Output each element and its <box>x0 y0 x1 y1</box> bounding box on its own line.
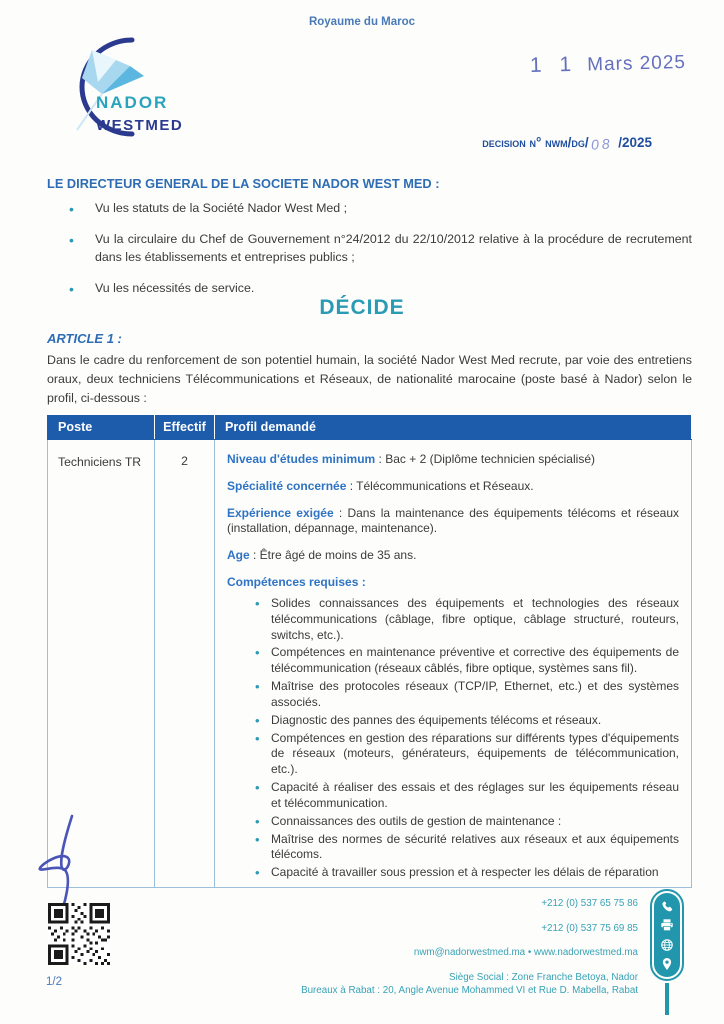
competences-label: Compétences requises : <box>227 575 366 590</box>
cell-profil <box>215 440 692 888</box>
field-age: Age : Être âgé de moins de 35 ans. <box>227 548 417 563</box>
preamble-item: • Vu les statuts de la Société Nador West Med ; <box>47 200 692 218</box>
header-profil: Profil demandé <box>215 416 692 440</box>
competence-item: • Maîtrise des normes de sécurité relatives aux réseaux et aux équipements télécoms. <box>227 832 679 864</box>
globe-icon <box>660 938 674 952</box>
email-website: nwm@nadorwestmed.ma • www.nadorwestmed.ma <box>413 947 638 959</box>
company-logo <box>44 36 244 138</box>
header-effectif: Effectif <box>155 416 215 440</box>
competence-item: • Capacité à travailler sous pression et à respecter les délais de réparation <box>227 865 679 881</box>
preamble-item: • Vu la circulaire du Chef de Gouvernement n°24/2012 du 22/10/2012 relative à la procédure de recrutement dans les établissements et entreprises publics ; <box>47 231 692 267</box>
competence-item: • Capacité à réaliser des essais et des réglages sur les équipements réseau et télécommunication. <box>227 780 679 812</box>
location-pin-icon <box>660 957 674 971</box>
field-experience: Expérience exigée : Dans la maintenance des équipements télécoms et réseaux (installation, dépannage, maintenance). <box>227 505 679 536</box>
article1-title: ARTICLE 1 : <box>47 331 122 346</box>
page-number: 1/2 <box>46 976 62 988</box>
preamble-list <box>47 200 692 311</box>
competence-item: • Diagnostic des pannes des équipements télécoms et réseaux. <box>227 713 679 729</box>
address-line-2: Bureaux à Rabat : 20, Angle Avenue Mohammed VI et Rue D. Mabella, Rabat <box>301 984 638 996</box>
decision-handwritten-number: 08 <box>590 135 613 153</box>
competence-item: • Maîtrise des protocoles réseaux (TCP/IP, Ethernet, etc.) et des systèmes associés. <box>227 679 679 711</box>
preamble-title: LE DIRECTEUR GENERAL DE LA SOCIETE NADOR WEST MED : <box>47 176 440 191</box>
decision-suffix: /2025 <box>618 135 652 150</box>
cell-effectif: 2 <box>155 440 215 888</box>
decision-prefix: decision n° nwm/dg/ <box>482 135 589 150</box>
phone-number-2: +212 (0) 537 75 69 85 <box>541 922 638 934</box>
competence-item: • Solides connaissances des équipements et technologies des réseaux télécommunications (câblage, fibre optique, câblage structuré, routeurs, switchs, etc.). <box>227 596 679 643</box>
logo-text-nador: nador <box>96 87 169 114</box>
decide-heading: DÉCIDE <box>319 296 405 319</box>
table-header-row <box>48 416 692 440</box>
footer-contact-block <box>218 898 638 998</box>
table-row <box>48 440 692 888</box>
qr-code <box>45 903 113 965</box>
preamble-item: • Vu les nécessités de service. <box>47 280 692 298</box>
address-line-1: Siège Social : Zone Franche Betoya, Nador <box>449 972 638 984</box>
stamp-month-year: Mars 2025 <box>586 51 687 76</box>
phone-number-1: +212 (0) 537 65 75 86 <box>541 898 638 909</box>
competence-item: • Compétences en gestion des réparations sur différents types d'équipements de réseaux (moteurs, générateurs, équipements de télécommunication, etc.). <box>227 731 679 778</box>
competence-item: • Connaissances des outils de gestion de maintenance : <box>227 814 679 830</box>
fax-icon <box>660 918 674 932</box>
kingdom-title: Royaume du Maroc <box>308 16 416 28</box>
field-specialite: Spécialité concernée : Télécommunications et Réseaux. <box>227 478 534 493</box>
article1-body: Dans le cadre du renforcement de son potentiel humain, la société Nador West Med recrute, par voie des entretiens oraux, deux techniciens Télécommunications et Réseaux, de nationalité marocaine (poste basé à Nador) selon le profil, ci-dessous : <box>47 353 692 405</box>
date-stamp <box>530 50 687 78</box>
competences-list <box>227 596 679 881</box>
footer-icon-capsule <box>650 889 684 981</box>
field-niveau: Niveau d'études minimum : Bac + 2 (Diplôme technicien spécialisé) <box>227 452 595 466</box>
profile-table <box>47 415 692 888</box>
capsule-stem <box>665 983 669 1015</box>
stamp-day: 1 1 <box>529 52 578 78</box>
decision-number-line <box>482 134 652 153</box>
header-poste: Poste <box>48 416 155 440</box>
phone-icon <box>660 899 674 913</box>
cell-poste: Techniciens TR <box>48 440 155 888</box>
logo-text-westmed: westmed <box>96 112 184 136</box>
competence-item: • Compétences en maintenance préventive et corrective des équipements de télécommunication (réseaux câblés, fibre optique, systèmes sans fil). <box>227 645 679 677</box>
